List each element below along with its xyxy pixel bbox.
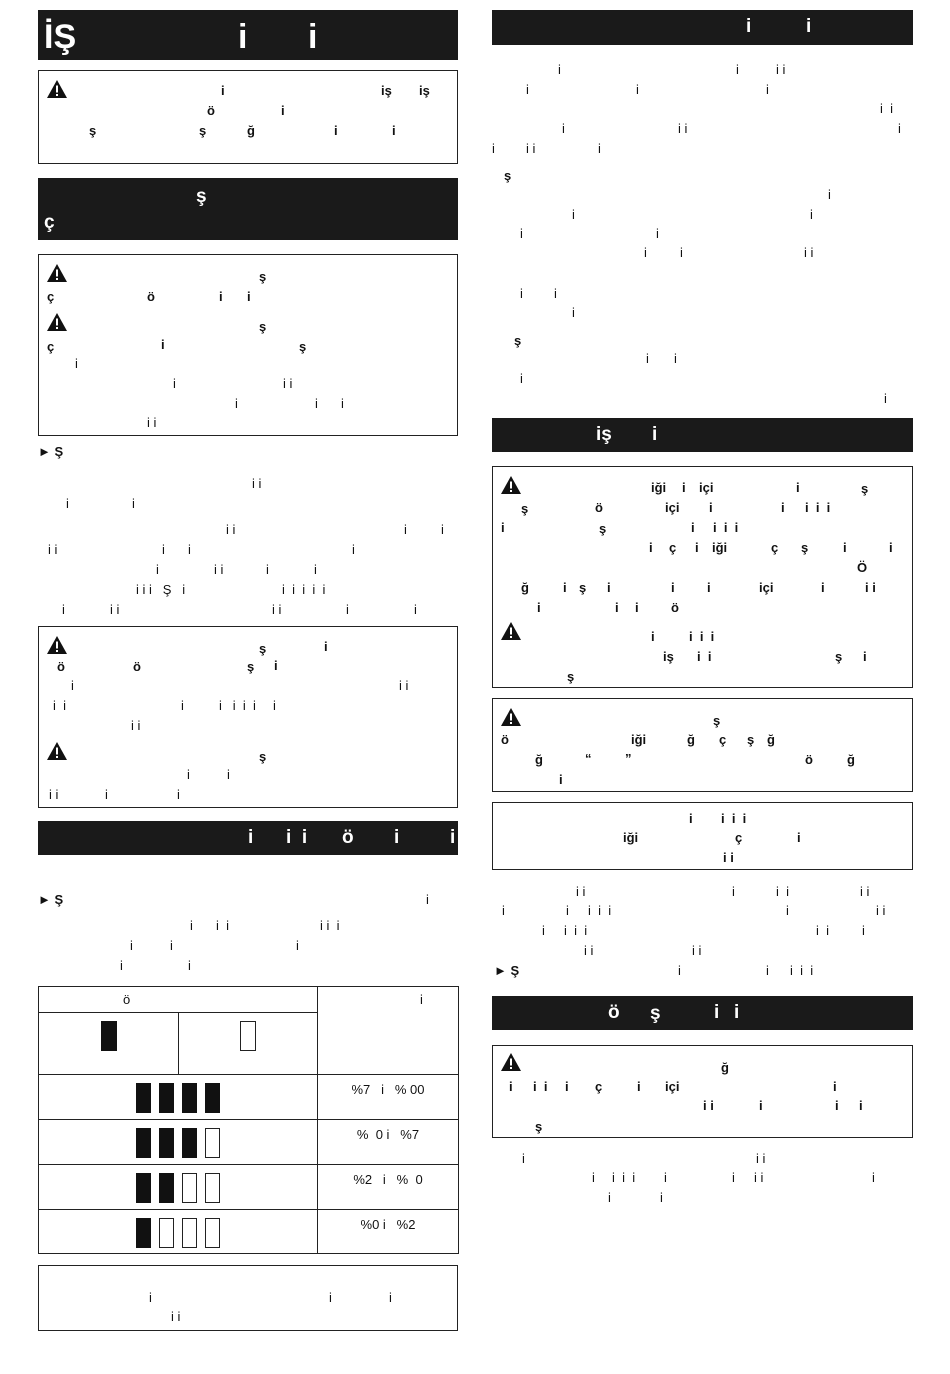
text-fragment: iği (712, 540, 728, 555)
text-fragment: i i (804, 245, 814, 260)
text-fragment: ş (247, 659, 255, 674)
table-row (39, 1075, 318, 1120)
text-fragment: içi (759, 580, 774, 595)
text-fragment: ö (133, 659, 141, 674)
text-fragment: i (664, 1170, 667, 1185)
table-header-text: i (420, 992, 423, 1007)
text-fragment: ş (579, 580, 587, 595)
text-fragment: ş (599, 521, 607, 536)
text-fragment: i i (860, 884, 870, 899)
text-fragment: ğ (535, 752, 543, 767)
text-fragment: i i i (790, 963, 814, 978)
table-cell (318, 1120, 459, 1165)
unlit-segment-icon (159, 1218, 174, 1248)
warning-box (38, 70, 458, 164)
section-title-bar (38, 821, 458, 855)
lit-segment-icon (136, 1083, 151, 1113)
text-fragment: i (766, 963, 769, 978)
warning-icon (46, 312, 68, 332)
title-text: ş (196, 186, 207, 207)
text-fragment: i i i i (219, 698, 256, 713)
text-fragment: i (329, 1290, 332, 1305)
title-text: ö (342, 827, 354, 848)
text-fragment: i (680, 245, 683, 260)
text-fragment: ş (801, 540, 809, 555)
text-fragment: içi (665, 500, 680, 515)
text-fragment: i (821, 580, 825, 595)
title-text: iş (596, 424, 612, 445)
text-fragment: ğ (521, 580, 529, 595)
text-fragment: i i (214, 562, 224, 577)
lit-segment-icon (205, 1083, 220, 1113)
text-fragment: ş (199, 123, 207, 138)
table-row (39, 1165, 318, 1210)
text-fragment: i (173, 376, 176, 391)
text-fragment: i (828, 187, 831, 202)
text-fragment: i (219, 289, 223, 304)
text-fragment: ğ (687, 732, 695, 747)
text-fragment: ş (835, 649, 843, 664)
text-fragment: i (314, 562, 317, 577)
text-fragment: i (352, 542, 355, 557)
text-fragment: ç (735, 830, 743, 845)
text-fragment: i (810, 207, 813, 222)
note-box (38, 1265, 458, 1331)
title-text: ş (650, 1003, 661, 1024)
text-fragment: i i (53, 698, 66, 713)
text-fragment: ğ (247, 123, 255, 138)
text-fragment: i (71, 678, 74, 693)
text-fragment: i (615, 600, 619, 615)
text-fragment: i (266, 562, 269, 577)
text-fragment: ş (259, 269, 267, 284)
section-title-bar (492, 996, 913, 1030)
text-fragment: ç (771, 540, 779, 555)
text-fragment: ç (47, 289, 55, 304)
text-fragment: i (884, 391, 887, 406)
unlit-segment-icon (182, 1173, 197, 1203)
text-fragment: ğ (847, 752, 855, 767)
text-fragment: i (273, 698, 276, 713)
section-title-bar (492, 418, 913, 452)
text-fragment: i (565, 1079, 569, 1094)
text-fragment: i i i (689, 629, 715, 644)
text-fragment: ö (207, 103, 215, 118)
text-fragment: i (707, 580, 711, 595)
unlit-segment-icon (205, 1173, 220, 1203)
table-row (39, 1120, 318, 1165)
note-box (492, 802, 913, 870)
text-fragment: i (62, 602, 65, 617)
text-fragment: i i i (721, 811, 747, 826)
text-fragment: iş (419, 83, 430, 98)
text-fragment: i (759, 1098, 763, 1113)
table-header-cell (39, 987, 318, 1013)
text-fragment: i (392, 123, 396, 138)
text-fragment: i (156, 562, 159, 577)
warning-icon (500, 1052, 522, 1072)
indicator-lamps (39, 1173, 317, 1208)
text-fragment: i (732, 884, 735, 899)
text-fragment: i i (131, 718, 141, 733)
table-cell (318, 1210, 459, 1254)
text-fragment: i (389, 1290, 392, 1305)
text-fragment: i (649, 540, 653, 555)
text-fragment: ö (671, 600, 679, 615)
section-title-bar (38, 10, 458, 60)
lit-segment-icon (182, 1083, 197, 1113)
text-fragment: i (566, 903, 569, 918)
text-fragment: iş (381, 83, 392, 98)
warning-icon (46, 79, 68, 99)
text-fragment: i (682, 480, 686, 495)
text-fragment: i i (399, 678, 409, 693)
text-fragment: i (689, 811, 693, 826)
title-text: i (308, 18, 318, 56)
text-fragment: i (190, 918, 193, 933)
indicator-lamps (39, 1128, 317, 1163)
text-fragment: i (162, 542, 165, 557)
text-fragment: i i (776, 884, 789, 899)
text-fragment: i i i (612, 1170, 636, 1185)
section-title-bar (38, 178, 458, 240)
unlit-segment-icon (205, 1218, 220, 1248)
text-fragment: i (709, 500, 713, 515)
text-fragment: Ö (857, 560, 868, 575)
text-fragment: i (695, 540, 699, 555)
text-fragment: ş (259, 641, 267, 656)
text-fragment: ö (57, 659, 65, 674)
text-fragment: i (187, 767, 190, 782)
text-fragment: i (247, 289, 251, 304)
capacity-range: %0 i %2 (360, 1217, 416, 1232)
text-fragment: i i (171, 1309, 181, 1324)
text-fragment: i (334, 123, 338, 138)
text-fragment: i (537, 600, 541, 615)
text-fragment: i i (533, 1079, 548, 1094)
text-fragment: i i i (588, 903, 612, 918)
table-row (39, 1210, 318, 1254)
text-fragment: i (554, 286, 557, 301)
text-fragment: i (441, 522, 444, 537)
text-fragment: i (635, 600, 639, 615)
warning-box (38, 254, 458, 436)
text-fragment: ş (259, 749, 267, 764)
title-text: i (652, 424, 658, 445)
text-fragment: ş (861, 481, 869, 496)
warning-icon (46, 635, 68, 655)
text-fragment: i (598, 141, 601, 156)
text-fragment: i (346, 602, 349, 617)
title-text: i (806, 16, 812, 37)
lit-segment-icon (159, 1083, 174, 1113)
text-fragment: ö (147, 289, 155, 304)
text-fragment: ğ (721, 1060, 729, 1075)
text-fragment: ş (747, 732, 755, 747)
text-fragment: i (520, 226, 523, 241)
text-fragment: i i (723, 850, 734, 865)
text-fragment: i (678, 963, 681, 978)
text-fragment: i i i (713, 520, 739, 535)
lit-segment-icon (159, 1128, 174, 1158)
text-fragment: i (786, 903, 789, 918)
text-fragment: ş (514, 333, 522, 348)
text-fragment: i (235, 396, 238, 411)
warning-icon (500, 707, 522, 727)
warning-icon (500, 475, 522, 495)
text-fragment: i (105, 787, 108, 802)
text-fragment: i i (876, 903, 886, 918)
text-fragment: i i (48, 542, 58, 557)
text-fragment: i i (110, 602, 120, 617)
title-text: i (248, 827, 254, 848)
text-fragment: i (674, 351, 677, 366)
text-fragment: iği (631, 732, 647, 747)
text-fragment: ş (713, 713, 721, 728)
indicator-lamps (39, 1218, 317, 1253)
text-fragment: i i (49, 787, 59, 802)
text-fragment: i i (526, 141, 536, 156)
text-fragment: i (274, 658, 278, 673)
unlit-segment-icon (240, 1021, 256, 1051)
text-fragment: i (509, 1079, 513, 1094)
text-fragment: i (898, 121, 901, 136)
text-fragment: ş (535, 1119, 543, 1134)
text-fragment: i (149, 1290, 152, 1305)
text-fragment: “ (585, 751, 592, 766)
text-fragment: ç (719, 732, 727, 747)
text-fragment: ö (805, 752, 813, 767)
text-fragment: ş (521, 501, 529, 516)
title-text: i (746, 16, 752, 37)
text-fragment: ” (625, 751, 632, 766)
text-fragment: i i (147, 415, 157, 430)
title-text: i (714, 1002, 720, 1023)
title-text: ç (44, 212, 55, 233)
arrow-bullet: ► Ş (38, 444, 64, 459)
text-fragment: i i (697, 649, 712, 664)
text-fragment: i (520, 371, 523, 386)
battery-indicator-table (38, 986, 459, 1254)
text-fragment: i (843, 540, 847, 555)
text-fragment: ş (259, 319, 267, 334)
text-fragment: i (797, 830, 801, 845)
text-fragment: i i (776, 62, 786, 77)
unlit-segment-icon (205, 1128, 220, 1158)
unlit-segment-icon (182, 1218, 197, 1248)
lit-segment-icon (182, 1128, 197, 1158)
text-fragment: i (644, 245, 647, 260)
text-fragment: ş (89, 123, 97, 138)
text-fragment: i (766, 82, 769, 97)
warning-icon (46, 741, 68, 761)
text-fragment: i (520, 286, 523, 301)
capacity-range: % 0 i %7 (356, 1127, 420, 1142)
text-fragment: ç (595, 1079, 603, 1094)
arrow-bullet: ► Ş (494, 963, 520, 978)
text-fragment: ğ (767, 732, 775, 747)
text-fragment: ş (299, 339, 307, 354)
text-fragment: i i (252, 476, 262, 491)
text-fragment: i (315, 396, 318, 411)
text-fragment: i (542, 923, 545, 938)
text-fragment: ç (669, 540, 677, 555)
legend-cell-unlit (179, 1013, 318, 1075)
text-fragment: i i i (564, 923, 588, 938)
text-fragment: i (691, 520, 695, 535)
text-fragment: iş (663, 649, 674, 664)
title-text: i (734, 1002, 740, 1023)
text-fragment: i (188, 542, 191, 557)
text-fragment: ö (595, 500, 603, 515)
text-fragment: i i (754, 1170, 764, 1185)
text-fragment: i (281, 103, 285, 118)
warning-box (492, 698, 913, 792)
table-header-cell (318, 987, 459, 1075)
text-fragment: i i (703, 1098, 714, 1113)
lit-segment-icon (101, 1021, 117, 1051)
text-fragment: i (132, 496, 135, 511)
text-fragment: i (130, 938, 133, 953)
lit-segment-icon (136, 1173, 151, 1203)
table-cell (318, 1075, 459, 1120)
text-fragment: i (161, 337, 165, 352)
text-fragment: i (526, 82, 529, 97)
text-fragment: i (221, 83, 225, 98)
text-fragment: i i (576, 884, 586, 899)
text-fragment: i (637, 1079, 641, 1094)
text-fragment: ö (501, 732, 509, 747)
text-fragment: i (660, 1190, 663, 1205)
table-header-text: ö (123, 992, 131, 1007)
text-fragment: i (592, 1170, 595, 1185)
text-fragment: i i (584, 943, 594, 958)
text-fragment: i i (283, 376, 293, 391)
text-fragment: i (66, 496, 69, 511)
text-fragment: i i (816, 923, 829, 938)
text-fragment: i (227, 767, 230, 782)
text-fragment: i (324, 639, 328, 654)
text-fragment: i (607, 580, 611, 595)
text-fragment: iği (651, 480, 667, 495)
title-text: i (450, 827, 456, 848)
text-fragment: i (120, 958, 123, 973)
text-fragment: i (646, 351, 649, 366)
lit-segment-icon (159, 1173, 174, 1203)
table-cell (318, 1165, 459, 1210)
warning-box (492, 466, 913, 688)
text-fragment: i (404, 522, 407, 537)
text-fragment: i i i (805, 500, 831, 515)
text-fragment: i (833, 1079, 837, 1094)
text-fragment: i (572, 207, 575, 222)
text-fragment: i i (272, 602, 282, 617)
text-fragment: i (608, 1190, 611, 1205)
text-fragment: i i (678, 121, 688, 136)
arrow-bullet: ► Ş (38, 892, 64, 907)
text-fragment: içi (699, 480, 714, 495)
lit-segment-icon (136, 1128, 151, 1158)
text-fragment: i (177, 787, 180, 802)
text-fragment: i (501, 520, 505, 535)
text-fragment: i (492, 141, 495, 156)
legend-cell-lit (39, 1013, 179, 1075)
text-fragment: i (572, 305, 575, 320)
text-fragment: i (188, 958, 191, 973)
text-fragment: i i (756, 1151, 766, 1166)
text-fragment: içi (665, 1079, 680, 1094)
title-text: i (394, 827, 400, 848)
warning-box (38, 626, 458, 808)
text-fragment: i (522, 1151, 525, 1166)
text-fragment: ş (567, 669, 575, 684)
text-fragment: ç (47, 339, 55, 354)
text-fragment: i (563, 580, 567, 595)
text-fragment: i (656, 226, 659, 241)
title-text: i i (286, 827, 308, 848)
section-title-bar (492, 10, 913, 45)
text-fragment: i (736, 62, 739, 77)
text-fragment: i (562, 121, 565, 136)
text-fragment: i i i (320, 918, 340, 933)
text-fragment: ş (504, 168, 512, 183)
text-fragment: i (863, 649, 867, 664)
text-fragment: i i (692, 943, 702, 958)
text-fragment: i (889, 540, 893, 555)
text-fragment: i (732, 1170, 735, 1185)
text-fragment: i i (865, 580, 876, 595)
title-text: İŞ (44, 18, 77, 56)
text-fragment: i (872, 1170, 875, 1185)
text-fragment: i (559, 772, 563, 787)
lit-segment-icon (136, 1218, 151, 1248)
text-fragment: i (181, 698, 184, 713)
text-fragment: i (636, 82, 639, 97)
title-text: ö (608, 1002, 620, 1023)
text-fragment: i (75, 356, 78, 371)
text-fragment: i (558, 62, 561, 77)
title-text: i (238, 18, 248, 56)
text-fragment: i (862, 923, 865, 938)
text-fragment: i (835, 1098, 839, 1113)
text-fragment: i (651, 629, 655, 644)
text-fragment: i (426, 892, 429, 907)
text-fragment: iği (623, 830, 639, 845)
text-fragment: i i (226, 522, 236, 537)
capacity-range: %7 i % 00 (351, 1082, 425, 1097)
text-fragment: i (296, 938, 299, 953)
text-fragment: i (414, 602, 417, 617)
text-fragment: i (170, 938, 173, 953)
text-fragment: i (341, 396, 344, 411)
warning-icon (46, 263, 68, 283)
warning-icon (500, 621, 522, 641)
warning-box (492, 1045, 913, 1138)
text-fragment: i (859, 1098, 863, 1113)
text-fragment: i (502, 903, 505, 918)
capacity-range: %2 i % 0 (353, 1172, 423, 1187)
indicator-lamps (39, 1083, 317, 1118)
text-fragment: i (671, 580, 675, 595)
text-fragment: i i (880, 101, 893, 116)
text-fragment: i i i i i (282, 582, 326, 597)
text-fragment: i (796, 480, 800, 495)
text-fragment: i i (216, 918, 229, 933)
text-fragment: i (781, 500, 785, 515)
text-fragment: i i i Ş i (136, 582, 186, 597)
